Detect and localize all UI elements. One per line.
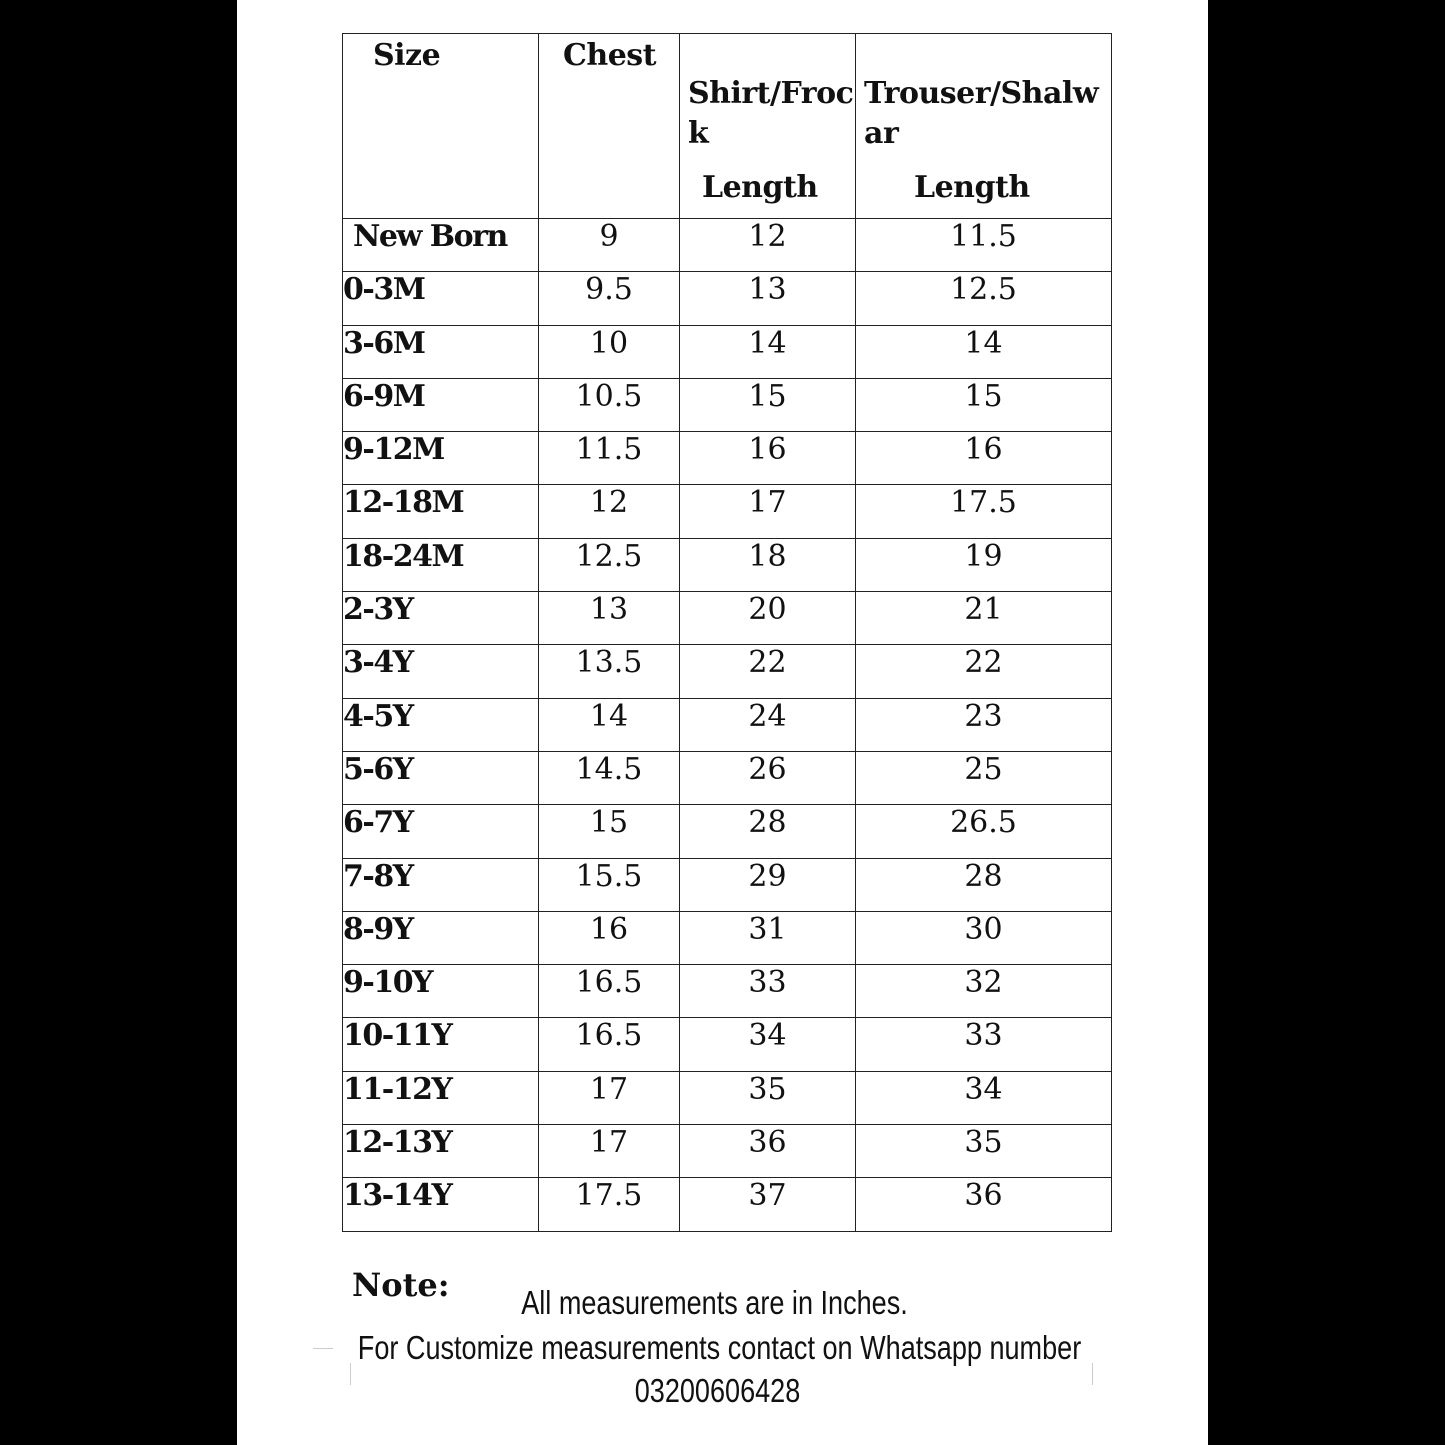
header-trouser-shalwar: Trouser/Shalwar Length xyxy=(856,34,1112,219)
trouser-length-cell: 32 xyxy=(856,965,1112,1018)
chest-cell: 9.5 xyxy=(539,272,680,325)
trouser-length-cell: 25 xyxy=(856,751,1112,804)
table-row xyxy=(343,911,1112,964)
trouser-length-cell: 15 xyxy=(856,378,1112,431)
shirt-length-cell: 33 xyxy=(680,965,856,1018)
table-body xyxy=(343,219,1112,1232)
trouser-length-cell: 34 xyxy=(856,1071,1112,1124)
size-cell: 18-24M xyxy=(343,538,539,591)
shirt-length-cell: 12 xyxy=(680,219,856,272)
chest-cell: 13.5 xyxy=(539,645,680,698)
table-row xyxy=(343,965,1112,1018)
shirt-length-cell: 37 xyxy=(680,1178,856,1231)
size-cell: 12-13Y xyxy=(343,1125,539,1178)
shirt-length-cell: 18 xyxy=(680,538,856,591)
chest-cell: 15.5 xyxy=(539,858,680,911)
table-row xyxy=(343,1018,1112,1071)
chest-cell: 10 xyxy=(539,325,680,378)
table-row xyxy=(343,1071,1112,1124)
table-row xyxy=(343,219,1112,272)
size-cell: 2-3Y xyxy=(343,592,539,645)
table-row xyxy=(343,1125,1112,1178)
trouser-length-cell: 16 xyxy=(856,432,1112,485)
chest-cell: 17 xyxy=(539,1071,680,1124)
size-cell: 10-11Y xyxy=(343,1018,539,1071)
chest-cell: 15 xyxy=(539,805,680,858)
table-row xyxy=(343,485,1112,538)
table-header-row xyxy=(343,34,1112,219)
table-row xyxy=(343,378,1112,431)
header-trouser-length: Length xyxy=(914,170,1030,205)
chest-cell: 14 xyxy=(539,698,680,751)
shirt-length-cell: 34 xyxy=(680,1018,856,1071)
chest-cell: 13 xyxy=(539,592,680,645)
shirt-length-cell: 36 xyxy=(680,1125,856,1178)
table-row xyxy=(343,645,1112,698)
table-row xyxy=(343,751,1112,804)
divider xyxy=(313,1348,333,1349)
size-cell: 8-9Y xyxy=(343,911,539,964)
trouser-length-cell: 30 xyxy=(856,911,1112,964)
size-cell: 9-10Y xyxy=(343,965,539,1018)
shirt-length-cell: 17 xyxy=(680,485,856,538)
note-phone-number: 03200606428 xyxy=(634,1372,801,1409)
trouser-length-cell: 28 xyxy=(856,858,1112,911)
size-cell: 6-7Y xyxy=(343,805,539,858)
header-size: Size xyxy=(343,34,539,219)
table-row xyxy=(343,858,1112,911)
divider xyxy=(350,1363,351,1385)
size-cell: 9-12M xyxy=(343,432,539,485)
header-shirt-length: Length xyxy=(702,170,818,205)
shirt-length-cell: 20 xyxy=(680,592,856,645)
shirt-length-cell: 35 xyxy=(680,1071,856,1124)
trouser-length-cell: 14 xyxy=(856,325,1112,378)
shirt-length-cell: 13 xyxy=(680,272,856,325)
trouser-length-cell: 22 xyxy=(856,645,1112,698)
trouser-length-cell: 35 xyxy=(856,1125,1112,1178)
shirt-length-cell: 29 xyxy=(680,858,856,911)
table-row xyxy=(343,272,1112,325)
divider xyxy=(1092,1363,1093,1385)
shirt-length-cell: 16 xyxy=(680,432,856,485)
trouser-length-cell: 33 xyxy=(856,1018,1112,1071)
note-units: All measurements are in Inches. xyxy=(521,1284,908,1321)
note-label: Note: xyxy=(352,1266,450,1304)
trouser-length-cell: 17.5 xyxy=(856,485,1112,538)
size-cell: 13-14Y xyxy=(343,1178,539,1231)
chest-cell: 11.5 xyxy=(539,432,680,485)
trouser-length-cell: 23 xyxy=(856,698,1112,751)
trouser-length-cell: 21 xyxy=(856,592,1112,645)
trouser-length-cell: 12.5 xyxy=(856,272,1112,325)
size-cell: 3-4Y xyxy=(343,645,539,698)
header-shirt-frock: Shirt/Frock Length xyxy=(680,34,856,219)
shirt-length-cell: 26 xyxy=(680,751,856,804)
trouser-length-cell: 26.5 xyxy=(856,805,1112,858)
size-cell: 7-8Y xyxy=(343,858,539,911)
size-chart-table xyxy=(342,33,1112,1232)
chest-cell: 12.5 xyxy=(539,538,680,591)
size-cell: 4-5Y xyxy=(343,698,539,751)
shirt-length-cell: 14 xyxy=(680,325,856,378)
chest-cell: 9 xyxy=(539,219,680,272)
trouser-length-cell: 19 xyxy=(856,538,1112,591)
chest-cell: 16.5 xyxy=(539,965,680,1018)
size-cell: 5-6Y xyxy=(343,751,539,804)
trouser-length-cell: 11.5 xyxy=(856,219,1112,272)
chest-cell: 14.5 xyxy=(539,751,680,804)
chest-cell: 17.5 xyxy=(539,1178,680,1231)
header-chest: Chest xyxy=(539,34,680,219)
table-row xyxy=(343,432,1112,485)
size-cell: 12-18M xyxy=(343,485,539,538)
table-row xyxy=(343,1178,1112,1231)
size-cell: New Born xyxy=(343,219,539,272)
size-cell: 3-6M xyxy=(343,325,539,378)
shirt-length-cell: 31 xyxy=(680,911,856,964)
table-row xyxy=(343,805,1112,858)
chest-cell: 12 xyxy=(539,485,680,538)
table-row xyxy=(343,592,1112,645)
size-cell: 0-3M xyxy=(343,272,539,325)
table-row xyxy=(343,698,1112,751)
shirt-length-cell: 22 xyxy=(680,645,856,698)
chest-cell: 16 xyxy=(539,911,680,964)
size-cell: 6-9M xyxy=(343,378,539,431)
chest-cell: 10.5 xyxy=(539,378,680,431)
shirt-length-cell: 28 xyxy=(680,805,856,858)
shirt-length-cell: 24 xyxy=(680,698,856,751)
chest-cell: 16.5 xyxy=(539,1018,680,1071)
table-row xyxy=(343,538,1112,591)
chest-cell: 17 xyxy=(539,1125,680,1178)
trouser-length-cell: 36 xyxy=(856,1178,1112,1231)
size-chart-page xyxy=(237,0,1208,1445)
size-cell: 11-12Y xyxy=(343,1071,539,1124)
shirt-length-cell: 15 xyxy=(680,378,856,431)
table-row xyxy=(343,325,1112,378)
note-contact: For Customize measurements contact on Whatsapp number xyxy=(357,1329,1082,1366)
